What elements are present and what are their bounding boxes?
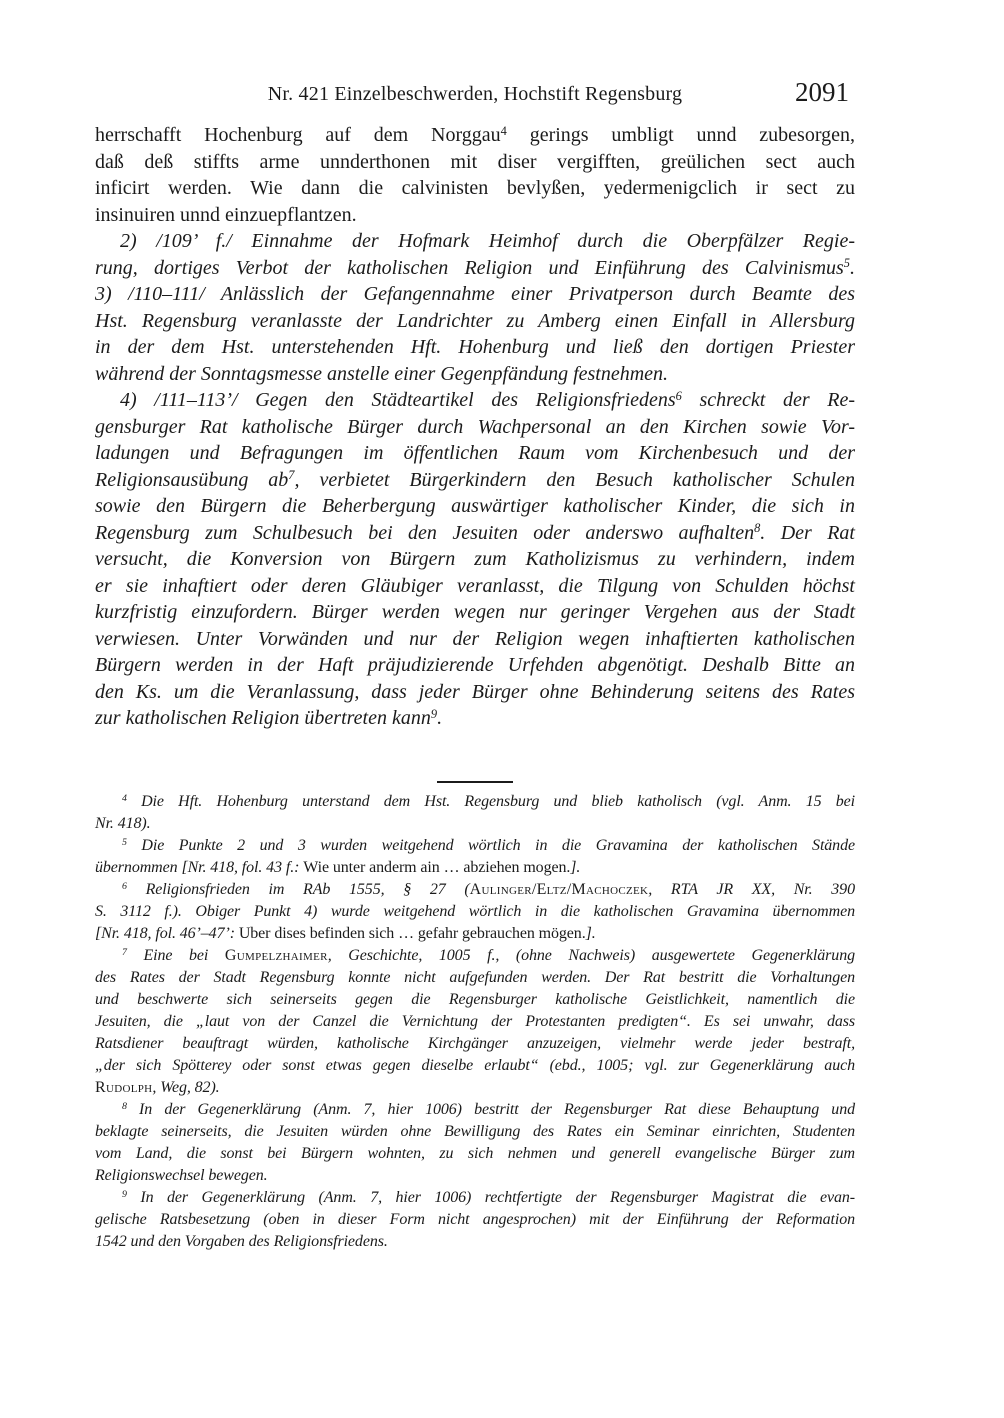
text-line: versucht, die Konversion von Bürgern zum Katholizismus zu verhindern, indem [95, 548, 855, 570]
text-line: während der Sonntagsmesse anstelle einer Gegenpfändung festnehmen. [95, 362, 669, 385]
text-line: $^7$ Eine bei Gumpelzhaimer, Geschichte, 1005 f., (ohne Nachweis) ausgewertete Gegenerklärung [122, 946, 855, 964]
footnote-5 [95, 835, 855, 879]
text-line: übernommen [Nr. 418, fol. 43 f.: Wie unter anderm ain … abziehen mogen.]. [95, 858, 581, 876]
text-line: 2) /109’ f./ Einnahme der Hofmark Heimhof durch die Oberpfälzer Regie- [120, 230, 855, 252]
footnote-reference: 7 [122, 946, 127, 958]
text-line: vom Land, die sonst bei Bürgern wohnten, zu sich nehmen und generell evangelische Bürger zum [95, 1144, 855, 1162]
text-line: 1542 und den Vorgaben des Religionsfriedens. [95, 1232, 388, 1250]
text-line: Bürgern werden in der Haft präjudizierende Urfehden abgenötigt. Deshalb Bitte an [95, 654, 855, 676]
footnotes [95, 791, 855, 1253]
running-head-title: Nr. 421 Einzelbeschwerden, Hochstift Regensburg [267, 83, 683, 105]
text-line: gensburger Rat katholische Bürger durch Wachpersonal an den Kirchen sowie Vor- [95, 415, 855, 438]
text-line: gelische Ratsbesetzung (oben in dieser Form nicht angesprochen) mit der Einführung der Reformation [95, 1210, 855, 1228]
footnote-6 [95, 879, 855, 945]
footnote-reference: 4 [500, 123, 507, 138]
text-line: $^5$ Die Punkte 2 und 3 wurden weitgehend wörtlich in die Gravamina der katholischen Stände [122, 836, 855, 854]
text-line: $^4$ Die Hft. Hohenburg unterstand dem Hst. Regensburg und blieb katholisch (vgl. Anm. 15 bei [122, 792, 855, 810]
text-line: des Rates der Stadt Regensburg konnte nicht aufgefunden werden. Der Rat bestritt die Vorhaltungen [95, 968, 855, 986]
small-caps-name: Gumpelzhaimer [224, 946, 328, 964]
text-line: insinuiren unnd einzuepflantzen. [95, 203, 357, 226]
text-line: ladungen und Befragungen im öffentlichen Raum vom Kirchenbesuch und der [95, 442, 855, 464]
text-line: Nr. 418). [95, 814, 151, 832]
running-head [95, 77, 855, 110]
footnote-reference: 6 [122, 880, 127, 892]
footnote-reference: 8 [754, 521, 761, 536]
footnote-reference: 8 [122, 1100, 127, 1112]
text-line: Jesuiten, die „laut von der Canzel die Vernichtung der Protestanten predigten“. Es sei unwahr, dass [95, 1012, 855, 1030]
text-line: Regensburg zum Schulbesuch bei den Jesuiten oder anderswo aufhalten$^8$. Der Rat [95, 521, 855, 544]
text-line: 4) /111–113’/ Gegen den Städteartikel des Religionsfriedens$^6$ schreckt der Re- [120, 388, 855, 411]
text-line: inficirt werden. Wie dann die calvinisten bevlyßen, yedermenigclich ir sect zu [95, 177, 855, 199]
quoted-source-text: Wie unter anderm ain … abziehen mogen. [303, 858, 571, 876]
footnote-7 [95, 945, 855, 1099]
text-line: daß deß stiffts arme unnderthonen mit diser vergifften, greülichen sect auch [95, 150, 855, 173]
text-line: er sie inhaftiert oder deren Gläubiger veranlasst, die Tilgung von Schulden höchst [95, 574, 855, 597]
footnote-reference: 5 [122, 836, 127, 848]
text-line: rung, dortiges Verbot der katholischen Religion und Einführung des Calvinismus$^5$. [95, 256, 855, 279]
text-line: herrschafft Hochenburg auf dem Norggau$^4$ gerings umbligt unnd zubesorgen, [95, 123, 855, 146]
text-line: zur katholischen Religion übertreten kann$^9$. [95, 706, 443, 729]
text-line: den Ks. um die Veranlassung, dass jeder Bürger ohne Behinderung seitens des Rates [95, 680, 855, 703]
text-block [95, 0, 855, 1253]
footnote-reference: 9 [430, 706, 438, 721]
text-line: $^6$ Religionsfrieden im RAb 1555, § 27 (Aulinger/Eltz/Machoczek, RTA JR XX, Nr. 390 [122, 880, 855, 898]
footnote-8 [95, 1099, 855, 1187]
footnote-reference: 6 [675, 388, 682, 403]
paragraph [95, 228, 855, 387]
small-caps-name: Rudolph [95, 1078, 153, 1096]
text-line: sowie den Bürgern die Beherbergung auswärtiger katholischer Kinder, die sich in [95, 495, 855, 517]
footnote-reference: 7 [288, 468, 295, 483]
paragraph [95, 387, 855, 732]
text-line: und beschwerte sich seinerseits gegen die Regensburger katholische Geistlichkeit, namentlich die [95, 990, 855, 1008]
text-line: kurzfristig einzufordern. Bürger werden wegen nur geringer Vergehen aus der Stadt [95, 601, 855, 623]
text-line: verwiesen. Unter Vorwänden und nur der Religion wegen inhaftierten katholischen [95, 627, 855, 650]
page-number: 2091 [795, 77, 849, 107]
footnote-reference: 9 [122, 1188, 127, 1200]
text-line: Ratsdiener beauftragt würden, katholische Kirchgänger anzuzeigen, vielmehr werde jeder bestraft, [95, 1034, 855, 1052]
text-line: in der dem Hst. unterstehenden Hft. Hohenburg und ließ den dortigen Priester [95, 336, 855, 358]
small-caps-name: Aulinger/Eltz/Machoczek [469, 880, 649, 898]
text-line: Religionsausübung $ab^7$, verbietet Bürgerkindern den Besuch katholischer Schulen [95, 468, 855, 491]
text-line: [Nr. 418, fol. 46’–47’: Uber dises befinden sich … gefahr gebrauchen mögen.]. [95, 924, 596, 942]
text-line: Rudolph, Weg, 82). [95, 1078, 220, 1096]
text-line: „der sich Spötterey oder sonst etwas gegen dieselbe erlaubt“ (ebd., 1005; vgl. zur Gegenerklärung auch [95, 1056, 855, 1074]
footnote-separator [437, 781, 513, 783]
body-text [95, 122, 855, 732]
paragraph [95, 122, 855, 228]
text-line: beklagte seinerseits, die Jesuiten würden ohne Bewilligung des Rates ein Seminar einrichten, Studenten [95, 1122, 855, 1140]
footnote-9 [95, 1187, 855, 1253]
footnote-reference: 5 [843, 256, 850, 271]
text-line: 3) /110–111/ Anlässlich der Gefangennahme einer Privatperson durch Beamte des [95, 283, 855, 305]
text-line: Religionswechsel bewegen. [95, 1166, 268, 1184]
text-line: $^8$ In der Gegenerklärung (Anm. 7, hier 1006) bestritt der Regensburger Rat diese Behauptung und [122, 1100, 855, 1118]
footnote-reference: 4 [122, 792, 127, 804]
text-line: $^9$ In der Gegenerklärung (Anm. 7, hier 1006) rechtfertigte der Regensburger Magistrat die evan- [122, 1188, 855, 1206]
quoted-source-text: Uber dises befinden sich … gefahr gebrauchen mögen. [238, 924, 586, 942]
text-line: Hst. Regensburg veranlasste der Landrichter zu Amberg einen Einfall in Allersburg [95, 309, 855, 332]
text-line: S. 3112 f.). Obiger Punkt 4) wurde weitgehend wörtlich in die katholischen Gravamina übernommen [95, 902, 855, 920]
footnote-4 [95, 791, 855, 835]
